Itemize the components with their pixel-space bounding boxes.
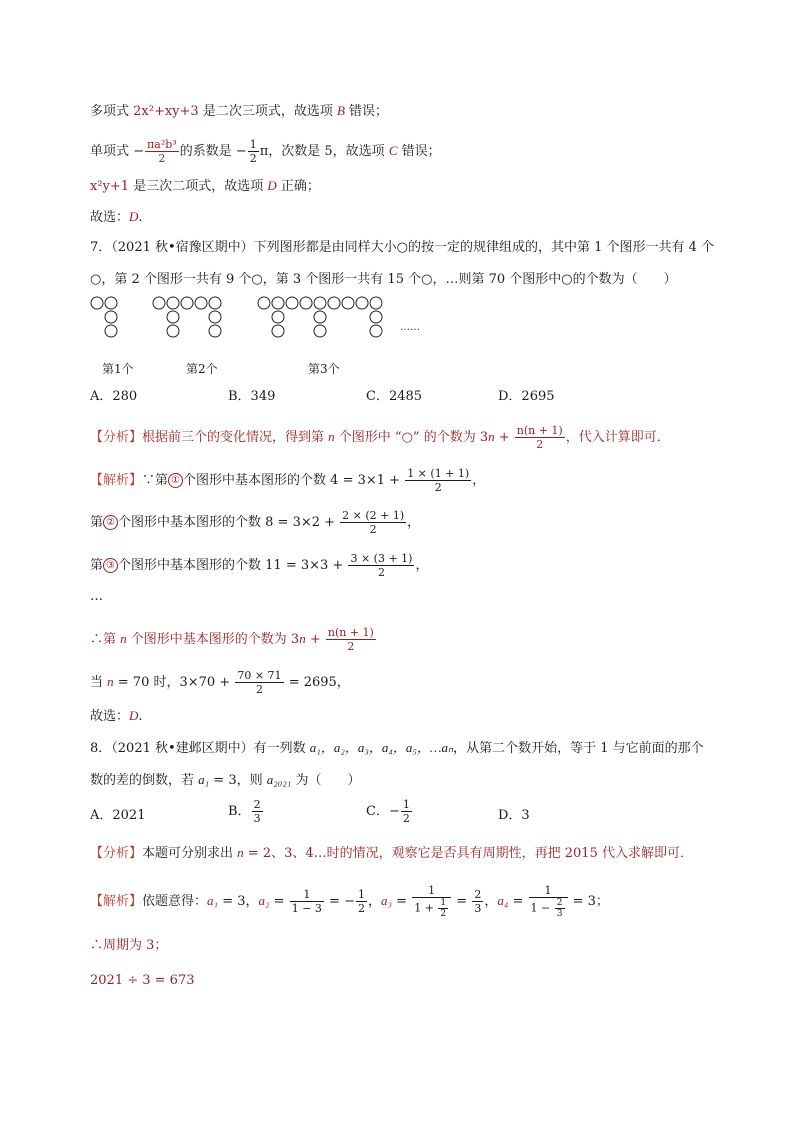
q7-option-d: D．2695 — [498, 389, 555, 404]
q8-solution-line: 【解析】依题意得：a₁ = 3，a₂ = $\frac{1}{1 - 3}$ = − $\frac{1}{2}$ ，a₃ = 1 1 + $\frac{1}{2}$ = $\frac{2}{3}$ ，a₄ = 1 1 − $\frac{2}{3}$ = 3； — [90, 884, 609, 919]
figure-1-circles — [91, 297, 117, 337]
p6-answer: 故选：D. — [90, 209, 143, 225]
q8-option-d: D．3 — [498, 808, 530, 823]
q7-option-a: A．280 — [90, 389, 138, 404]
q7-substitution: 当 n = 70 时，3×70 + $\frac{70 \times 71}{2}$ = 2695， — [90, 669, 350, 696]
q7-stem-line-1: 7．（2021 秋•宿豫区期中）下列图形都是由同样大小○的按一定的规律组成的，其中第 1 个图形一共有 4 个 — [90, 240, 715, 255]
q8-period: ∴周期为 3； — [90, 938, 168, 953]
figure-2-circles — [153, 297, 221, 337]
p6-option-d-line: x²y+1 是三次二项式，故选项 D 正确； — [90, 178, 320, 194]
figure-1-label: 第1个 — [102, 362, 134, 376]
figure-3-circles — [258, 297, 382, 337]
circled-number: ③ — [103, 558, 118, 573]
q7-analysis: 【分析】根据前三个的变化情况，得到第 n 个图形中 “○” 的个数为 3n + $\frac{n(n + 1)}{2}$ ，代入计算即可． — [90, 424, 670, 451]
polynomial: x²y+1 — [90, 179, 130, 194]
q7-option-c: C．2485 — [366, 389, 423, 404]
q7-option-b: B．349 — [228, 389, 276, 404]
q7-solution-line-2: 第 ② 个图形中基本图形的个数 8 = 3×2 + $\frac{2 \times (2 + 1)}{2}$ ， — [90, 509, 421, 536]
polynomial: 2x²+xy+3 — [133, 104, 199, 119]
coefficient-fraction: $\frac{1}{2}$ — [249, 138, 257, 165]
monomial-fraction: $\frac{\text{πa²b³}}{2}$ — [147, 138, 177, 165]
q8-option-b: B． $\frac{2}{3}$ — [228, 798, 261, 825]
q8-option-a: A．2021 — [90, 808, 146, 823]
circled-number: ① — [168, 473, 183, 488]
q8-stem-line-2: 数的差的倒数，若 a₁ = 3，则 a₂₀₂₁ 为（ ） — [90, 772, 361, 788]
q7-general-formula: ∴第 n 个图形中基本图形的个数为 3n + $\frac{n(n + 1)}{2}$ — [90, 626, 374, 653]
q7-solution-line-1: 【解析】∵第 ① 个图形中基本图形的个数 4 = 3×1 + $\frac{1 \times (1 + 1)}{2}$ ， — [90, 467, 486, 494]
circle-pattern-figures — [90, 296, 430, 344]
p6-option-c-line: 单项式 − $\frac{\text{πa²b³}}{2}$ 的系数是 − $\frac{1}{2}$ π，次数是 5，故选项 C 错误； — [90, 138, 441, 165]
q8-analysis: 【分析】本题可分别求出 n = 2、3、4…时的情况，观察它是否具有周期性，再把 2015 代入求解即可． — [90, 845, 693, 861]
figure-3-label: 第3个 — [308, 362, 340, 376]
q8-stem-line-1: 8．（2021 秋•建邺区期中）有一列数 a₁，a₂，a₃，a₄，a₅，…aₙ，从第二个数开始，等于 1 与它前面的那个 — [90, 740, 704, 756]
q7-answer: 故选：D. — [90, 708, 143, 724]
q7-stem-line-2: ○，第 2 个图形一共有 9 个○，第 3 个图形一共有 15 个○，…则第 70 个图形中○的个数为（ ） — [90, 272, 677, 287]
q8-option-c: C．− $\frac{1}{2}$ — [366, 798, 410, 825]
p6-option-b-line: 多项式 2x²+xy+3 是二次三项式，故选项 B 错误； — [90, 103, 389, 119]
q8-division: 2021 ÷ 3 = 673 — [90, 973, 195, 988]
q7-solution-line-3: 第 ③ 个图形中基本图形的个数 11 = 3×3 + $\frac{3 \times (3 + 1)}{2}$ ， — [90, 552, 429, 579]
q7-solution-dots: … — [90, 589, 103, 604]
figure-ellipsis: …… — [400, 322, 420, 333]
figure-2-label: 第2个 — [186, 362, 218, 376]
circled-number: ② — [103, 515, 118, 530]
